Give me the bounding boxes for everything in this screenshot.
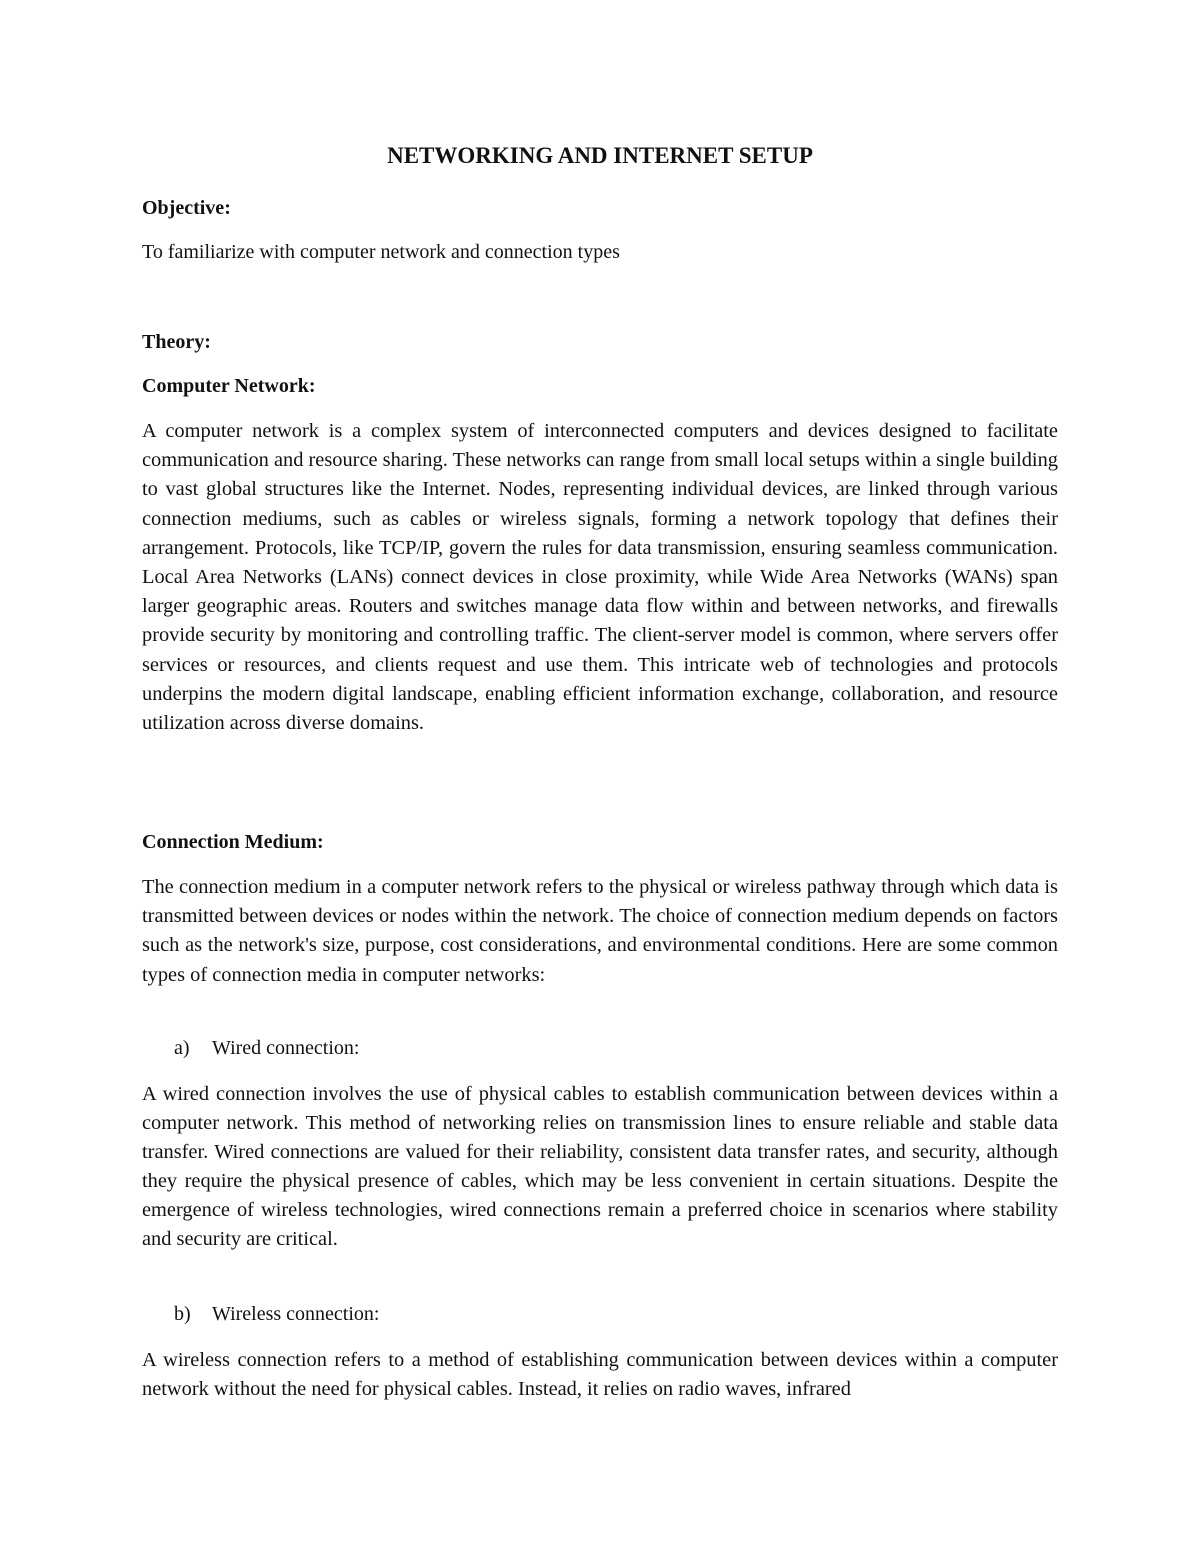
wired-connection-paragraph: A wired connection involves the use of physical cables to establish communication between devices within a computer network. This method of networking relies on transmission lines to ensure reliable and stable data transfer. Wired connections are valued for their reliability, consistent data transfer rates, and security, although they require the physical presence of cables, which may be less convenient in certain situations. Despite the emergence of wireless technologies, wired connections remain a preferred choice in scenarios where stability and security are critical. xyxy=(142,1083,1058,1250)
list-item-wireless xyxy=(174,1300,379,1328)
computer-network-paragraph: A computer network is a complex system of interconnected computers and devices designed to facilitate communication and resource sharing. These networks can range from small local setups within a single building to vast global structures like the Internet. Nodes, representing individual devices, are linked through various connection mediums, such as cables or wireless signals, forming a network topology that defines their arrangement. Protocols, like TCP/IP, govern the rules for data transmission, ensuring seamless communication. Local Area Networks (LANs) connect devices in close proximity, while Wide Area Networks (WANs) span larger geographic areas. Routers and switches manage data flow within and between networks, and firewalls provide security by monitoring and controlling traffic. The client-server model is common, where servers offer services or resources, and clients request and use them. This intricate web of technologies and protocols underpins the modern digital landscape, enabling efficient information exchange, collaboration, and resource utilization across diverse domains. xyxy=(142,420,1058,735)
computer-network-heading: Computer Network: xyxy=(142,375,316,397)
connection-medium-paragraph: The connection medium in a computer network refers to the physical or wireless pathway through which data is transmitted between devices or nodes within the network. The choice of connection medium depends on factors such as the network's size, purpose, cost considerations, and environmental conditions. Here are some common types of connection media in computer networks: xyxy=(142,876,1058,986)
list-marker: b) xyxy=(174,1303,191,1325)
list-item-label: Wired connection: xyxy=(212,1037,360,1059)
list-item-label: Wireless connection: xyxy=(212,1303,380,1325)
list-marker: a) xyxy=(174,1037,190,1059)
theory-heading: Theory: xyxy=(142,331,211,353)
wireless-connection-paragraph: A wireless connection refers to a method of establishing communication between devices within a computer network without the need for physical cables. Instead, it relies on radio waves, infrared xyxy=(142,1349,1058,1400)
connection-medium-heading: Connection Medium: xyxy=(142,831,324,853)
objective-text: To familiarize with computer network and connection types xyxy=(142,241,620,263)
list-item-wired xyxy=(174,1034,359,1062)
objective-heading: Objective: xyxy=(142,197,231,219)
page-title: NETWORKING AND INTERNET SETUP xyxy=(387,143,813,168)
